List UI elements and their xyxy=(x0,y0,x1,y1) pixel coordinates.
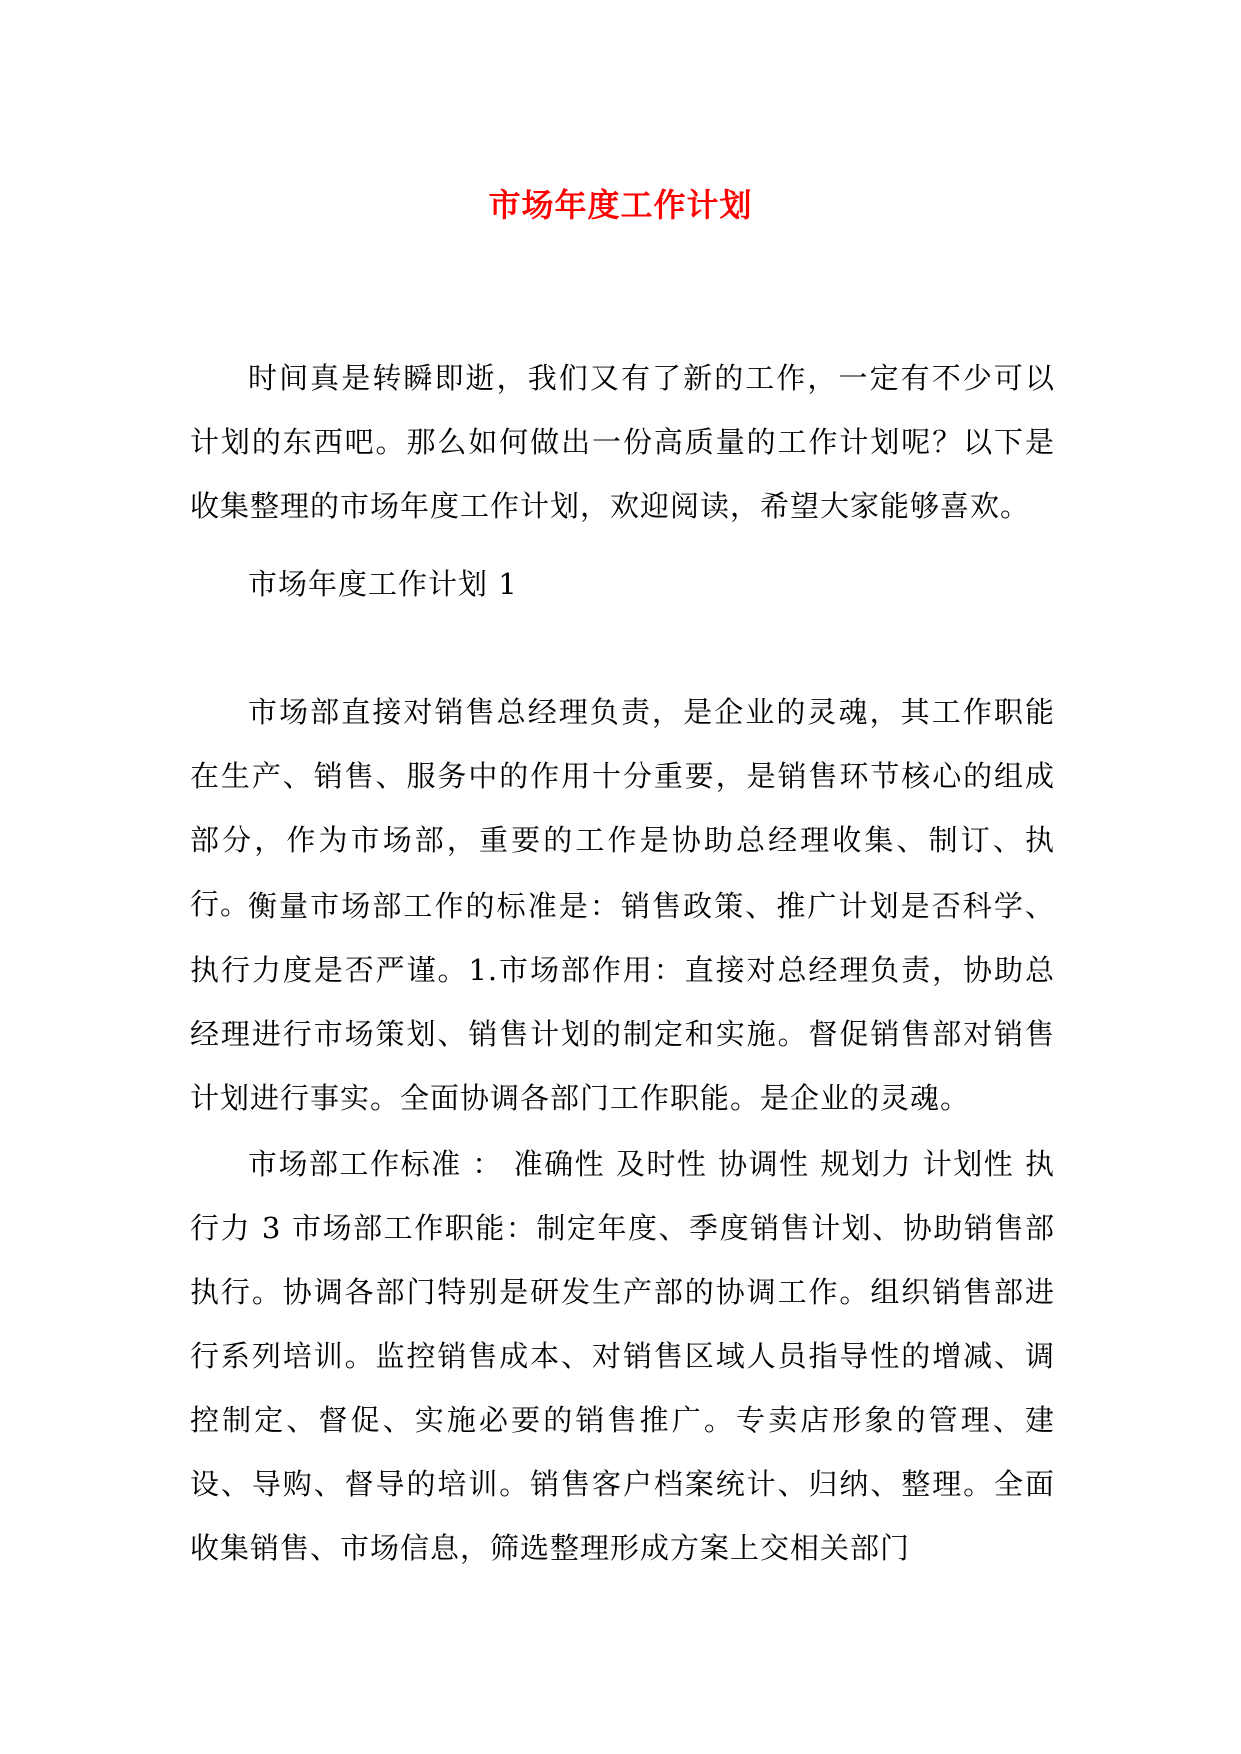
intro-paragraph: 时间真是转瞬即逝，我们又有了新的工作，一定有不少可以计划的东西吧。那么如何做出一份高质量的工作计划呢？以下是收集整理的市场年度工作计划，欢迎阅读，希望大家能够喜欢。 xyxy=(190,361,1055,523)
section-heading: 市场年度工作计划 1 xyxy=(248,567,518,601)
body-paragraph-1: 市场部直接对销售总经理负责，是企业的灵魂，其工作职能在生产、销售、服务中的作用十分重要，是销售环节核心的组成部分，作为市场部，重要的工作是协助总经理收集、制订、执行。 xyxy=(190,695,1055,921)
document-title: 市场年度工作计划 xyxy=(488,186,753,225)
body-paragraph-3: 市场部工作标准 ： 准确性 及时性 协调性 规划力 计划性 执行力 3 市场部工作职能：制定年度、季度销售计划、协助销售部执行。协调各部门特别是研发生产部的协调工作。组织销售部进行系列培训。监控销售成本、对销售区域人员指导性的增减、调控制定、督促、实施必要的销售推广。专卖店形象的管理、建设、导购、督导的培训。销售客户档案统计、归纳、整理。全面收集销售、市场信息，筛选整理形成方案上交相关部门 xyxy=(190,1147,1055,1565)
body-paragraph-2: 衡量市场部工作的标准是：销售政策、推广计划是否科学、执行力度是否严谨。1.市场部作用：直接对总经理负责，协助总经理进行市场策划、销售计划的制定和实施。督促销售部对销售计划进行事实。全面协调各部门工作职能。是企业的灵魂。 xyxy=(190,889,1055,1115)
